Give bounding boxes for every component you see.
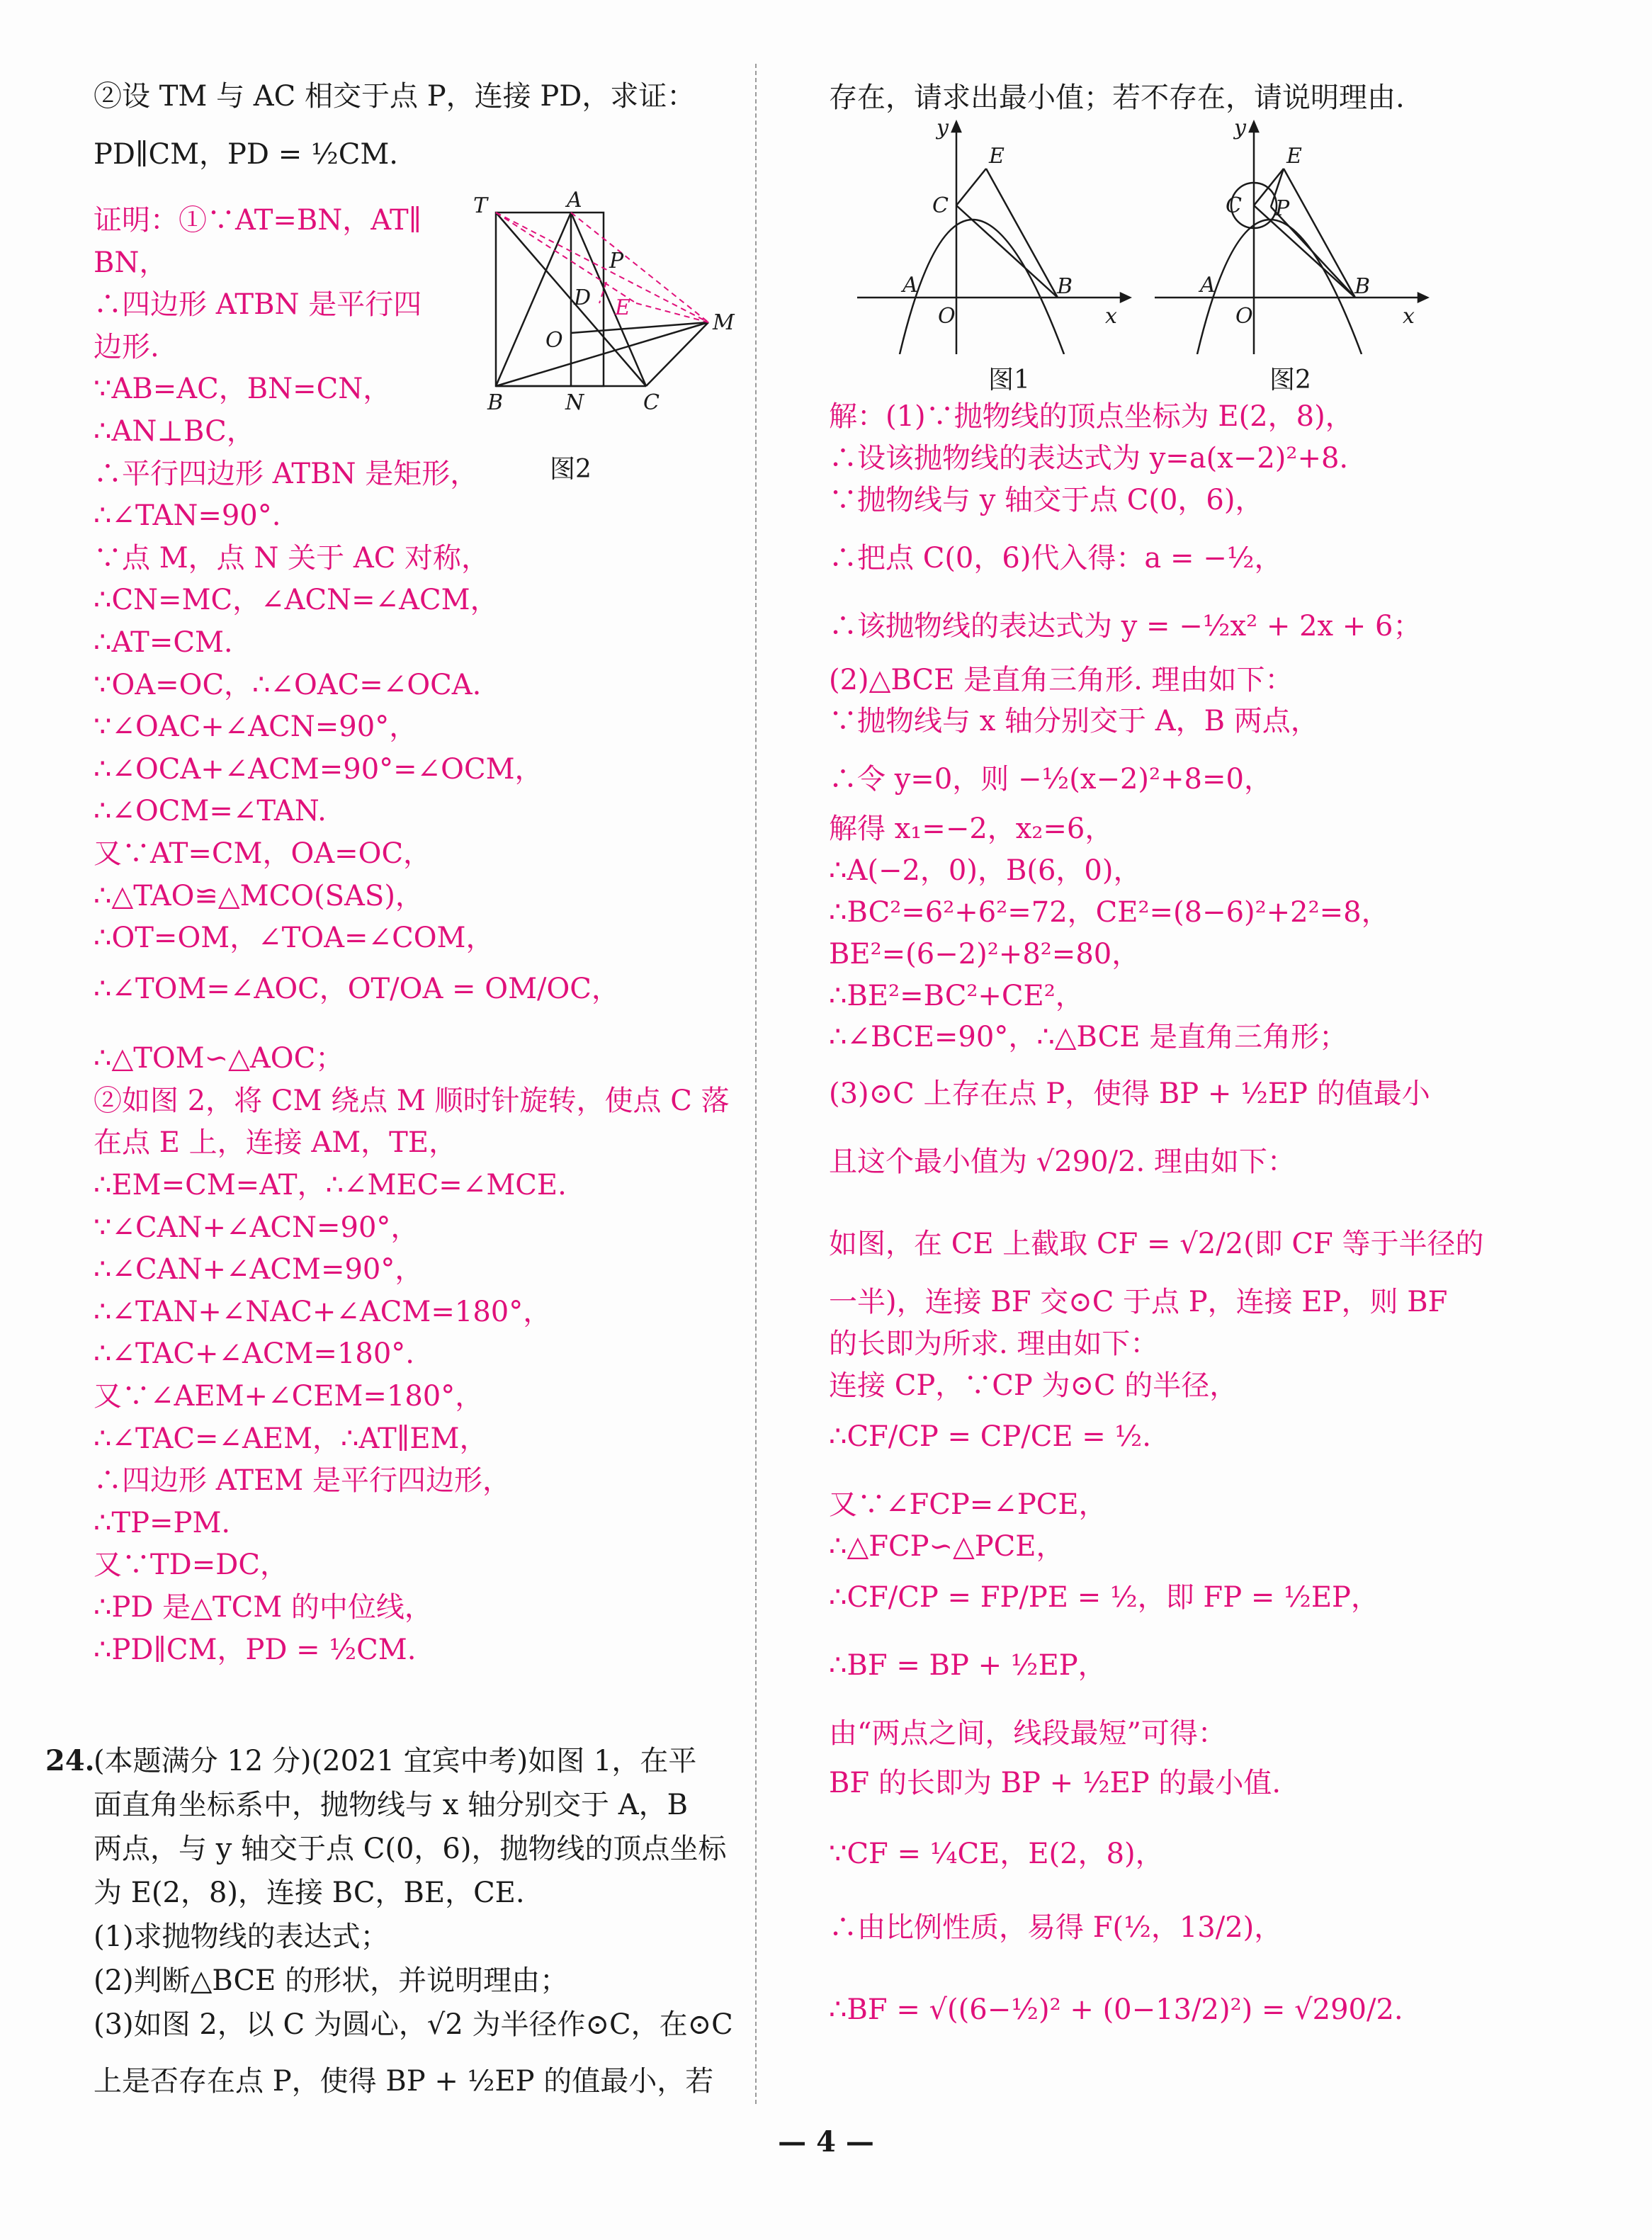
proof-line: ∴∠CAN+∠ACM=90°， <box>94 1253 424 1286</box>
label-d: D <box>574 285 592 310</box>
page-number: — 4 — <box>778 2125 874 2159</box>
proof-line: ∴平行四边形 ATBN 是矩形， <box>94 457 479 490</box>
proof-line: ∴四边形 ATBN 是平行四 <box>94 288 422 322</box>
proof-line: ∴△TAO≌△MCO(SAS)， <box>94 879 424 912</box>
q24-line: (3)如图 2，以 C 为圆心，√2 为半径作⊙C，在⊙C <box>94 2008 733 2041</box>
proof-line: ∴CN=MC，∠ACN=∠ACM， <box>94 584 499 617</box>
proof-line: ∵∠OAC+∠ACN=90°， <box>94 711 418 744</box>
q2-line-2: PD∥CM，PD = ½CM. <box>94 138 398 171</box>
proof-line: 在点 E 上，连接 AM，TE， <box>94 1126 458 1160</box>
q24-number: 24. <box>45 1744 95 1777</box>
proof-line: ②如图 2，将 CM 绕点 M 顺时针旋转，使点 C 落 <box>94 1084 730 1117</box>
segment-cb <box>956 205 1058 298</box>
geometry-figure <box>468 191 737 446</box>
solution-line: 由“两点之间，线段最短”可得： <box>829 1716 1226 1750</box>
label-m: M <box>713 310 735 335</box>
proof-line: ∴AN⊥BC， <box>94 415 255 448</box>
solution-line: BE²=(6−2)²+8²=80， <box>829 937 1141 971</box>
proof-line: 边形. <box>94 330 159 363</box>
parabola <box>900 220 1064 354</box>
segment-cb <box>1254 205 1355 298</box>
label-o: O <box>545 328 563 353</box>
proof-line: ∴∠TAC+∠ACM=180°. <box>94 1337 415 1371</box>
proof-line: 又∵TD=DC， <box>94 1549 288 1582</box>
label-c: C <box>932 193 949 218</box>
solution-line: 连接 CP，∵CP 为⊙C 的半径， <box>829 1369 1238 1402</box>
proof-line: 又∵∠AEM+∠CEM=180°， <box>94 1380 484 1413</box>
label-o: O <box>1235 304 1253 329</box>
solution-line: BF 的长即为 BP + ½EP 的最小值. <box>829 1766 1282 1799</box>
proof-line: ∴AT=CM. <box>94 626 233 659</box>
label-e: E <box>615 295 630 320</box>
solution-line: ∴△FCP∽△PCE， <box>829 1529 1065 1563</box>
solution-line: ∴由比例性质，易得 F(½，13/2)， <box>829 1911 1283 1944</box>
label-a: A <box>567 191 582 213</box>
q24-line: 面直角坐标系中，抛物线与 x 轴分别交于 A，B <box>94 1789 688 1821</box>
label-x: x <box>1105 304 1117 329</box>
segment-am-dashed <box>571 213 708 322</box>
solution-line: 且这个最小值为 √290/2. 理由如下： <box>829 1146 1296 1179</box>
solution-line: ∴CF/CP = FP/PE = ½，即 FP = ½EP， <box>829 1580 1379 1614</box>
proof-line: 证明：①∵AT=BN，AT∥ <box>94 204 422 237</box>
solution-line: ∴∠BCE=90°，∴△BCE 是直角三角形； <box>829 1021 1348 1054</box>
proof-line: ∴PD∥CM，PD = ½CM. <box>94 1633 417 1666</box>
solution-line: ∴把点 C(0，6)代入得：a = −½， <box>829 541 1283 575</box>
segment-ce <box>956 169 986 205</box>
solution-line: ∴BF = √((6−½)² + (0−13/2)²) = √290/2. <box>829 1993 1403 2026</box>
label-b: B <box>1057 274 1073 299</box>
q24-line: (2)判断△BCE 的形状，并说明理由； <box>94 1964 569 1997</box>
solution-line: ∴BC²=6²+6²=72，CE²=(8−6)²+2²=8， <box>829 896 1390 929</box>
label-e: E <box>989 144 1005 169</box>
solution-line: ∵抛物线与 y 轴交于点 C(0，6)， <box>829 483 1264 516</box>
q24-line: (本题满分 12 分)(2021 宜宾中考)如图 1，在平 <box>94 1745 697 1777</box>
proof-line: ∴OT=OM，∠TOA=∠COM， <box>94 922 494 955</box>
label-b: B <box>487 390 504 415</box>
parabola-figure-2 <box>1155 113 1438 354</box>
proof-line: ∴PD 是△TCM 的中位线， <box>94 1591 433 1624</box>
segment-tm-dashed <box>496 213 708 322</box>
parabola <box>1197 220 1362 354</box>
q24-line: 两点，与 y 轴交于点 C(0，6)，抛物线的顶点坐标 <box>94 1833 727 1865</box>
column-divider <box>755 64 757 2104</box>
figure-1-caption: 图1 <box>988 366 1030 395</box>
proof-line: ∵∠CAN+∠ACN=90°， <box>94 1211 419 1244</box>
solution-line: ∴设该抛物线的表达式为 y=a(x−2)²+8. <box>829 441 1349 475</box>
proof-line: ∵AB=AC，BN=CN， <box>94 373 392 406</box>
label-y: y <box>937 115 949 140</box>
proof-line: ∴四边形 ATEM 是平行四边形， <box>94 1464 511 1498</box>
segment-eb <box>986 169 1058 298</box>
solution-line: (3)⊙C 上存在点 P，使得 BP + ½EP 的值最小 <box>829 1077 1430 1111</box>
label-e: E <box>1286 144 1302 169</box>
label-o: O <box>938 304 956 329</box>
solution-line: (2)△BCE 是直角三角形. 理由如下： <box>829 663 1294 696</box>
proof-line: ∴EM=CM=AT，∴∠MEC=∠MCE. <box>94 1169 567 1201</box>
proof-line: ∵点 M，点 N 关于 AC 对称， <box>94 541 490 575</box>
label-c: C <box>643 390 660 415</box>
solution-line: ∴A(−2，0)，B(6，0)， <box>829 854 1142 888</box>
solution-line: ∴BE²=BC²+CE²， <box>829 979 1084 1012</box>
label-n: N <box>565 390 584 415</box>
proof-line: ∴∠TAN=90°. <box>94 499 281 533</box>
solution-line: 一半)，连接 BF 交⊙C 于点 P，连接 EP，则 BF <box>829 1286 1448 1319</box>
solution-line: 的长即为所求. 理由如下： <box>829 1328 1159 1361</box>
solution-line: 解：(1)∵抛物线的顶点坐标为 E(2，8)， <box>829 400 1354 433</box>
label-p: P <box>609 249 624 273</box>
q24-line: 上是否存在点 P，使得 BP + ½EP 的值最小，若 <box>94 2065 714 2098</box>
figure-2-caption: 图2 <box>1269 366 1311 395</box>
solution-line: 解得 x₁=−2，x₂=6， <box>829 813 1114 846</box>
solution-line: ∴BF = BP + ½EP， <box>829 1648 1107 1682</box>
proof-line: BN， <box>94 246 168 279</box>
segment-ab <box>496 213 571 386</box>
proof-line: ∴∠TOM=∠AOC，OT/OA = OM/OC， <box>94 973 620 1006</box>
solution-line: ∵抛物线与 x 轴分别交于 A，B 两点， <box>829 705 1319 738</box>
solution-line: 如图，在 CE 上截取 CF = √2/2(即 CF 等于半径的 <box>829 1228 1484 1261</box>
label-a: A <box>1200 273 1216 298</box>
solution-line: ∴CF/CP = CP/CE = ½. <box>829 1420 1151 1453</box>
proof-line: ∵OA=OC，∴∠OAC=∠OCA. <box>94 668 482 701</box>
left-figure-caption: 图2 <box>550 455 592 484</box>
solution-line: ∴令 y=0，则 −½(x−2)²+8=0， <box>829 763 1272 796</box>
right-top-line: 存在，请求出最小值；若不存在，请说明理由. <box>829 81 1405 114</box>
proof-line: ∴∠TAN+∠NAC+∠ACM=180°， <box>94 1295 552 1328</box>
solution-line: ∴该抛物线的表达式为 y = −½x² + 2x + 6； <box>829 609 1422 643</box>
label-a: A <box>903 273 918 298</box>
proof-line: ∴∠OCA+∠ACM=90°=∠OCM， <box>94 752 543 786</box>
label-c: C <box>1226 193 1242 218</box>
label-y: y <box>1234 115 1246 140</box>
solution-line: 又∵∠FCP=∠PCE， <box>829 1488 1107 1521</box>
proof-line: 又∵AT=CM，OA=OC， <box>94 837 432 870</box>
label-x: x <box>1403 304 1415 329</box>
solution-line: ∵CF = ¼CE，E(2，8)， <box>829 1837 1164 1870</box>
proof-line: ∴∠OCM=∠TAN. <box>94 795 327 828</box>
q2-line-1: ②设 TM 与 AC 相交于点 P，连接 PD，求证： <box>94 80 696 113</box>
proof-line: ∴∠TAC=∠AEM，∴AT∥EM， <box>94 1422 488 1455</box>
label-t: T <box>473 193 488 218</box>
proof-line: ∴△TOM∽△AOC； <box>94 1042 344 1075</box>
proof-line: ∴TP=PM. <box>94 1506 231 1539</box>
q24-line: (1)求抛物线的表达式； <box>94 1921 389 1953</box>
label-b: B <box>1354 274 1371 299</box>
parabola-figure-1 <box>857 113 1141 354</box>
q24-line: 为 E(2，8)，连接 BC，BE，CE. <box>94 1877 525 1909</box>
label-p: P <box>1275 196 1290 221</box>
